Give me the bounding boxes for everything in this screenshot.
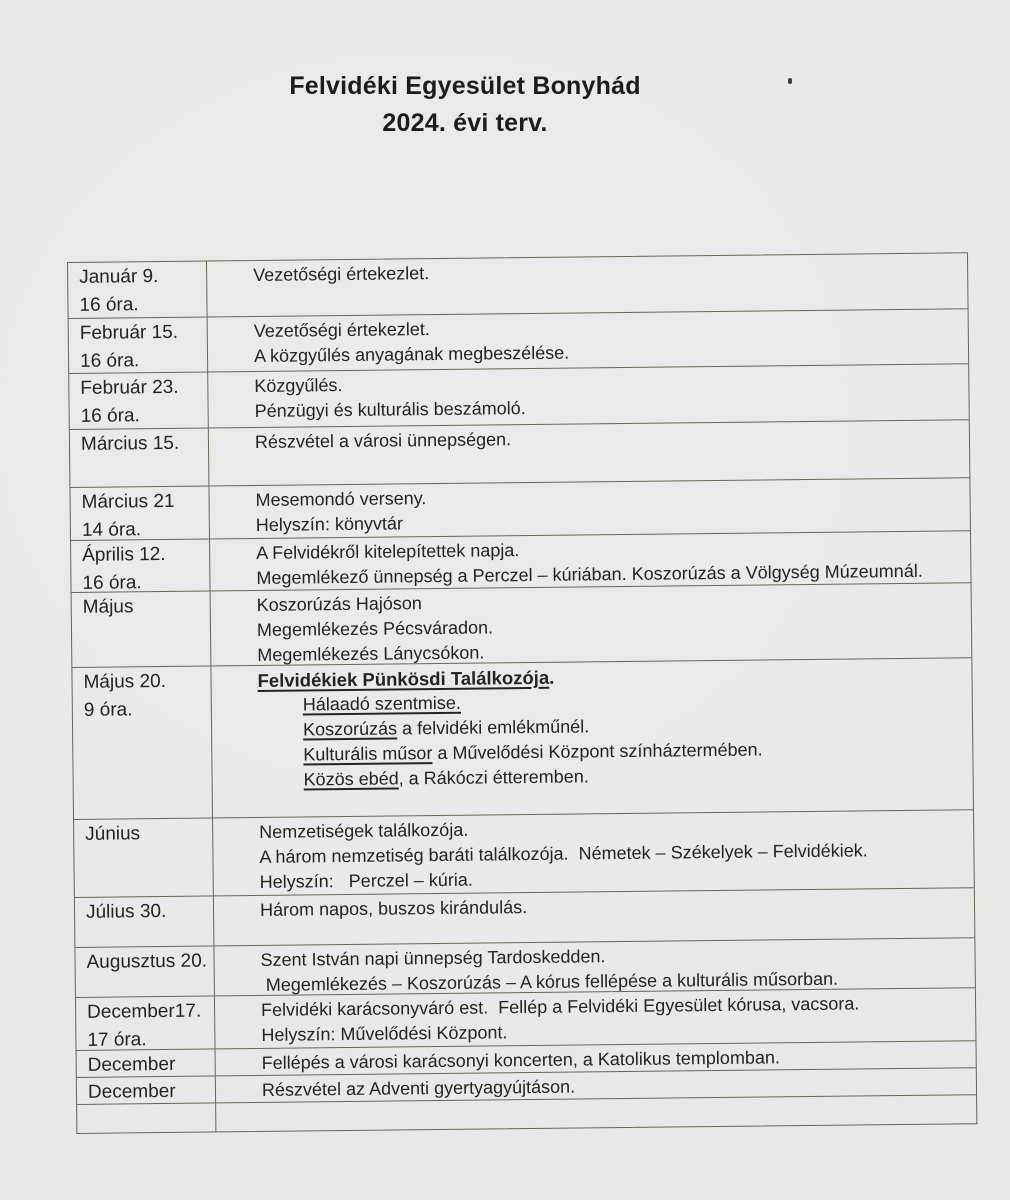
- date-line: 16 óra.: [82, 572, 142, 594]
- date-cell: [74, 818, 214, 896]
- date-line: Február 23.: [80, 376, 179, 399]
- event-cell: [214, 888, 974, 945]
- date-line: Március 21: [81, 490, 175, 513]
- event-cell: [211, 658, 973, 817]
- date-line: Július 30.: [85, 900, 167, 923]
- date-cell: [77, 1076, 216, 1104]
- date-line: 16 óra.: [79, 350, 140, 372]
- event-line: Helyszín: könyvtár: [255, 513, 404, 535]
- event-cell: [208, 309, 969, 371]
- event-line: Kulturális műsor a Művelődési Központ színháztermében.: [303, 739, 763, 765]
- event-cell: [210, 531, 971, 590]
- event-cell: [209, 478, 970, 538]
- table-row: [70, 420, 970, 488]
- event-line: A Felvidékről kitelepítettek napja.: [256, 540, 520, 563]
- date-line: Április 12.: [82, 543, 166, 566]
- event-line: Három napos, buszos kirándulás.: [259, 897, 528, 920]
- event-line: Vezetőségi értekezlet.: [253, 263, 430, 285]
- event-line: A három nemzetiség baráti találkozója. Németek – Székelyek – Felvidékiek.: [259, 840, 868, 867]
- date-line: December: [87, 1053, 176, 1076]
- event-line: Részvétel a városi ünnepségen.: [254, 429, 512, 452]
- date-line: Június: [85, 823, 141, 845]
- event-cell: [207, 253, 968, 316]
- ink-speck: [788, 78, 792, 84]
- event-cell: [209, 420, 970, 485]
- date-cell: [77, 1049, 216, 1077]
- table-row: [76, 988, 976, 1051]
- date-cell: [70, 428, 210, 487]
- event-line: Megemlékező ünnepség a Perczel – kúriában. Koszorúzás a Völgység Múzeumnál.: [256, 560, 923, 588]
- date-line: 9 óra.: [83, 699, 133, 721]
- date-cell: [72, 591, 212, 666]
- schedule-table: [67, 252, 977, 1134]
- date-cell: [75, 896, 215, 947]
- date-line: December17.: [87, 1000, 202, 1023]
- date-cell: [75, 946, 215, 997]
- date-line: December: [87, 1080, 176, 1103]
- date-cell: [76, 996, 216, 1050]
- date-cell: [70, 486, 210, 540]
- table-row: [70, 478, 970, 541]
- date-line: Május: [82, 596, 134, 618]
- event-line: Koszorúzás Hajóson: [256, 593, 422, 615]
- date-cell: [68, 261, 208, 318]
- event-line: A közgyűlés anyagának megbeszélése.: [253, 342, 570, 366]
- event-line: Vezetőségi értekezlet.: [253, 319, 430, 341]
- title-line2: 2024. évi terv.: [382, 109, 548, 137]
- event-cell: [211, 583, 972, 665]
- underlined-text: Kulturális műsor: [303, 743, 433, 765]
- table-row: [69, 364, 969, 430]
- table-row: [72, 583, 972, 668]
- underlined-text: Hálaadó szentmise.: [302, 692, 461, 715]
- event-line: Mesemondó verseny.: [255, 488, 427, 510]
- date-line: 16 óra.: [79, 294, 139, 316]
- event-line: Megemlékezés Pécsváradon.: [256, 617, 494, 640]
- date-line: Augusztus 20.: [86, 950, 208, 973]
- event-line: Pénzügyi és kulturális beszámoló.: [254, 398, 526, 421]
- date-line: Február 15.: [79, 321, 179, 344]
- date-cell: [71, 539, 211, 592]
- event-line: Közös ebéd, a Rákóczi étteremben.: [303, 766, 589, 790]
- event-cell: [214, 938, 974, 995]
- underlined-text: Koszorúzás: [302, 718, 398, 740]
- event-cell: [208, 364, 969, 427]
- event-line: Megemlékezés – Koszorúzás – A kórus fellépése a kulturális műsorban.: [260, 968, 839, 995]
- event-line: Közgyűlés.: [254, 375, 343, 396]
- table-row: [68, 253, 968, 319]
- date-line: 16 óra.: [80, 405, 140, 427]
- event-line: Fellépés a városi karácsonyi koncerten, a Katolikus templomban.: [261, 1047, 781, 1073]
- table-row: [72, 658, 973, 820]
- event-line: Részvétel az Adventi gyertyagyújtáson.: [261, 1076, 576, 1100]
- date-line: Január 9.: [79, 266, 159, 288]
- event-line: Koszorúzás a felvidéki emlékműnél.: [302, 716, 590, 740]
- underlined-text: Felvidékiek Pünkösdi Találkozója: [257, 666, 550, 691]
- event-line: Helyszín: Művelődési Központ.: [261, 1022, 508, 1045]
- event-cell: [213, 810, 974, 895]
- event-line: Helyszín: Perczel – kúria.: [259, 869, 473, 892]
- table-row: [69, 309, 969, 374]
- date-line: 14 óra.: [81, 519, 142, 541]
- table-row: [74, 810, 974, 898]
- event-line: Nemzetiségek találkozója.: [259, 819, 469, 842]
- underlined-text: Közös ebéd: [303, 768, 399, 790]
- date-line: 17 óra.: [87, 1029, 147, 1051]
- date-line: Május 20.: [83, 670, 167, 693]
- date-cell: [77, 1103, 216, 1133]
- event-line: Felvidékiek Pünkösdi Találkozója.: [257, 666, 555, 691]
- date-cell: [72, 666, 213, 818]
- date-line: Március 15.: [80, 432, 180, 455]
- title-line1: Felvidéki Egyesület Bonyhád: [289, 72, 641, 100]
- date-cell: [69, 372, 209, 429]
- event-line: Megemlékezés Lánycsókon.: [257, 642, 485, 665]
- event-line: Felvidéki karácsonyváró est. Fellép a Felvidéki Egyesület kórusa, vacsora.: [260, 993, 860, 1020]
- date-cell: [69, 317, 209, 373]
- event-line: Szent István napi ünnepség Tardoskedden.: [260, 946, 606, 970]
- event-cell: [215, 988, 976, 1048]
